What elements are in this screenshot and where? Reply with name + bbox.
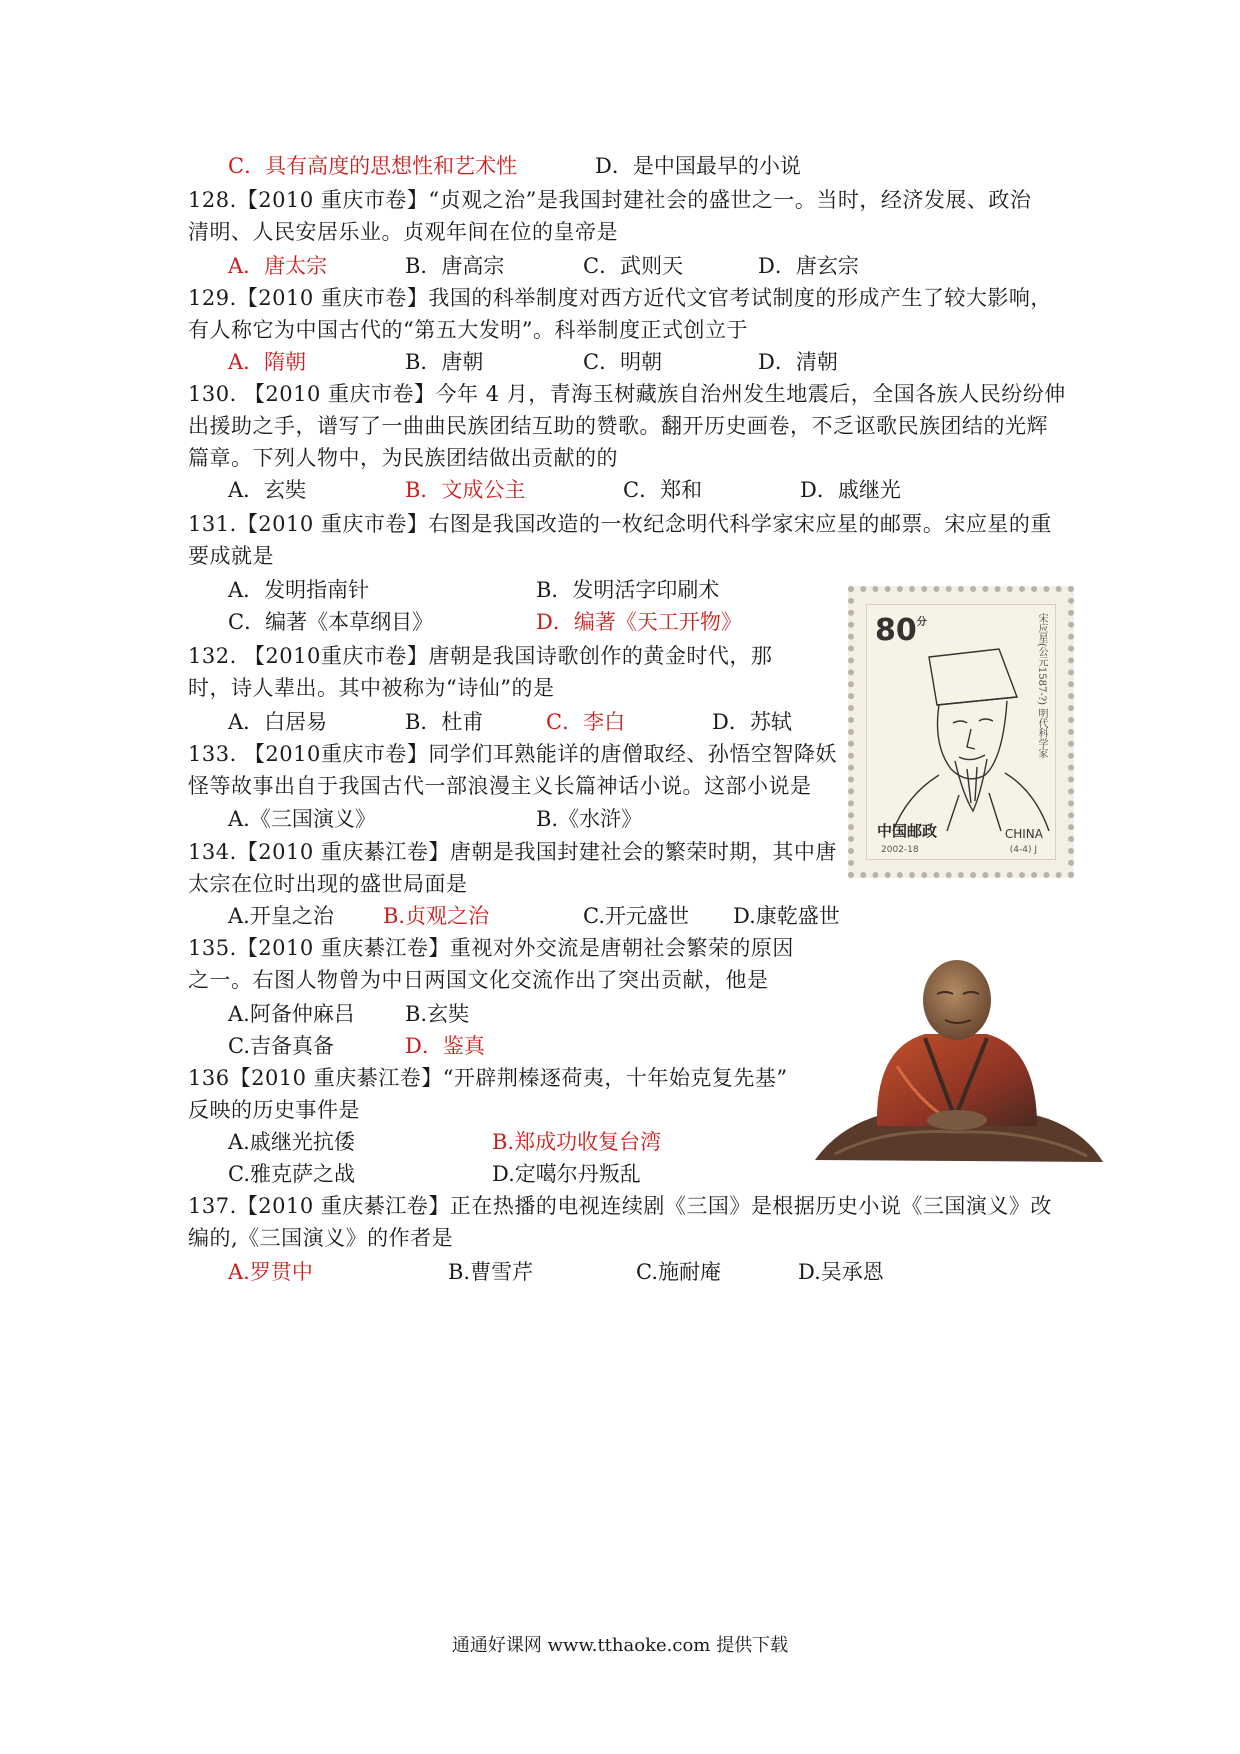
stamp-value-unit: 分 (916, 617, 927, 628)
question-132-line-2: 时，诗人辈出。其中被称为“诗仙”的是 (188, 676, 555, 700)
question-132-line-1: 132. 【2010重庆市卷】唐朝是我国诗歌创作的黄金时代，那 (188, 644, 773, 668)
q134-option-d: D.康乾盛世 (733, 904, 840, 928)
stamp-value: $80^分$ (875, 613, 927, 648)
question-134-line-2: 太宗在位时出现的盛世局面是 (188, 872, 468, 896)
stamp-country: CHINA (1004, 827, 1043, 841)
option-c: C．具有高度的思想性和艺术性 (228, 154, 518, 178)
stamp-caption: 宋应星(公元1587-?) 明代科学家 (1036, 613, 1047, 759)
q131-option-c: C．编著《本草纲目》 (228, 610, 434, 634)
q133-option-b: B.《水浒》 (536, 807, 643, 831)
q129-option-c: C．明朝 (583, 350, 663, 374)
question-128-line-1: 128.【2010 重庆市卷】“贞观之治”是我国封建社会的盛世之一。当时，经济发展、政治 (188, 188, 1032, 212)
option-d: D．是中国最早的小说 (595, 154, 801, 178)
question-136-line-1: 136【2010 重庆綦江卷】“开辟荆榛逐荷夷，十年始克复先基” (188, 1066, 788, 1090)
q131-option-b: B．发明活字印刷术 (536, 578, 720, 602)
q128-option-a: A．唐太宗 (228, 254, 328, 278)
q134-option-b: B.贞观之治 (383, 904, 490, 928)
question-137-line-2: 编的,《三国演义》的作者是 (188, 1226, 454, 1250)
question-129-line-1: 129.【2010 重庆市卷】我国的科举制度对西方近代文官考试制度的形成产生了较大影响， (188, 286, 1052, 310)
q137-option-a: A.罗贯中 (228, 1260, 313, 1284)
question-133-line-1: 133. 【2010重庆市卷】同学们耳熟能详的唐僧取经、孙悟空智降妖 (188, 742, 837, 766)
stamp-serial: (4-4) J (1009, 845, 1037, 855)
question-130-line-2: 出援助之手，谱写了一曲曲民族团结互助的赞歌。翻开历史画卷，不乏讴歌民族团结的光辉 (188, 414, 1048, 438)
question-137-line-1: 137.【2010 重庆綦江卷】正在热播的电视连续剧《三国》是根据历史小说《三国演义》改 (188, 1194, 1052, 1218)
question-131-line-1: 131.【2010 重庆市卷】右图是我国改造的一枚纪念明代科学家宋应星的邮票。宋应星的重 (188, 512, 1052, 536)
q130-option-a: A．玄奘 (228, 478, 307, 502)
q132-option-b: B．杜甫 (405, 710, 484, 734)
q132-option-c: C．李白 (546, 710, 626, 734)
question-136-line-2: 反映的历史事件是 (188, 1098, 360, 1122)
q137-option-c: C.施耐庵 (636, 1260, 721, 1284)
q135-option-d: D．鉴真 (405, 1034, 485, 1058)
q129-option-a: A．隋朝 (228, 350, 307, 374)
question-131-line-2: 要成就是 (188, 544, 274, 568)
q132-option-a: A．白居易 (228, 710, 328, 734)
q135-option-b: B.玄奘 (405, 1002, 470, 1026)
q130-option-c: C．郑和 (623, 478, 703, 502)
question-130-line-3: 篇章。下列人物中，为民族团结做出贡献的的 (188, 446, 618, 470)
q136-option-c: C.雅克萨之战 (228, 1162, 355, 1186)
stamp-issuer: 中国邮政 (877, 822, 938, 840)
q132-option-d: D．苏轼 (712, 710, 792, 734)
q135-option-c: C.吉备真备 (228, 1034, 334, 1058)
question-133-line-2: 怪等故事出自于我国古代一部浪漫主义长篇神话小说。这部小说是 (188, 774, 812, 798)
q136-option-a: A.戚继光抗倭 (228, 1130, 355, 1154)
q134-option-c: C.开元盛世 (583, 904, 689, 928)
q134-option-a: A.开皇之治 (228, 904, 334, 928)
question-129-line-2: 有人称它为中国古代的“第五大发明”。科举制度正式创立于 (188, 318, 748, 342)
q131-option-a: A．发明指南针 (228, 578, 370, 602)
q135-option-a: A.阿备仲麻吕 (228, 1002, 355, 1026)
q131-option-d: D．编著《天工开物》 (536, 610, 742, 634)
question-128-line-2: 清明、人民安居乐业。贞观年间在位的皇帝是 (188, 220, 618, 244)
portrait-sketch (867, 635, 1067, 835)
q128-option-c: C．武则天 (583, 254, 684, 278)
q128-option-d: D．唐玄宗 (758, 254, 859, 278)
q128-option-b: B．唐高宗 (405, 254, 505, 278)
q137-option-b: B.曹雪芹 (448, 1260, 534, 1284)
question-130-line-1: 130. 【2010 重庆市卷】今年 4 月，青海玉树藏族自治州发生地震后，全国各族人民纷纷伸 (188, 382, 1066, 406)
song-yingxing-stamp (848, 586, 1074, 878)
q136-option-d: D.定噶尔丹叛乱 (492, 1162, 641, 1186)
q130-option-d: D．戚继光 (800, 478, 901, 502)
q136-option-b: B.郑成功收复台湾 (492, 1130, 662, 1154)
q130-option-b: B．文成公主 (405, 478, 526, 502)
question-134-line-1: 134.【2010 重庆綦江卷】唐朝是我国封建社会的繁荣时期，其中唐 (188, 840, 837, 864)
stamp-face (866, 604, 1056, 860)
question-135-line-2: 之一。右图人物曾为中日两国文化交流作出了突出贡献，他是 (188, 968, 769, 992)
question-135-line-1: 135.【2010 重庆綦江卷】重视对外交流是唐朝社会繁荣的原因 (188, 936, 794, 960)
jianzhen-statue-image (805, 948, 1110, 1170)
stamp-year: 2002-18 (881, 845, 919, 855)
page-footer: 通通好课网 www.tthaoke.com 提供下载 (451, 1635, 789, 1656)
q133-option-a: A.《三国演义》 (228, 807, 376, 831)
q129-option-d: D．清朝 (758, 350, 838, 374)
q137-option-d: D.吴承恩 (798, 1260, 884, 1284)
q129-option-b: B．唐朝 (405, 350, 484, 374)
